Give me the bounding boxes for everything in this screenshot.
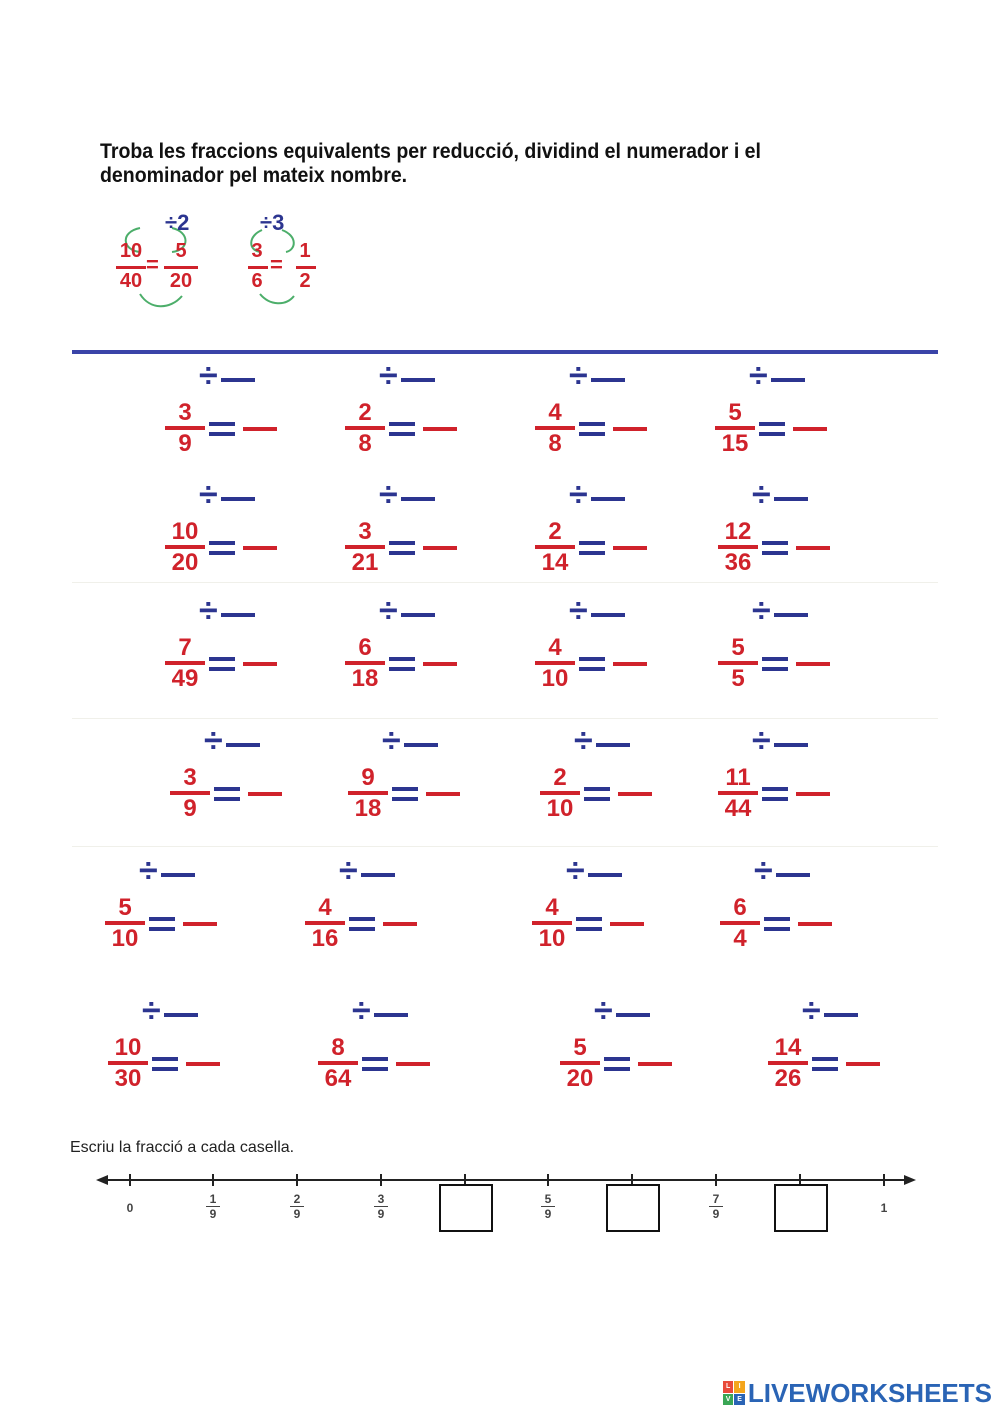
equals-sign [349,917,375,931]
example-den: 40 [119,270,143,292]
denominator: 5 [731,665,745,692]
denominator: 21 [351,549,379,576]
tick-label-fraction: 3 9 [371,1193,391,1220]
numerator: 14 [774,1034,802,1061]
divisor-prompt [139,852,199,890]
fraction [170,766,210,821]
example-num: 5 [175,240,187,262]
equals-sign [389,541,415,555]
divisor-prompt [339,852,399,890]
numerator: 5 [118,894,132,921]
equals-sign [576,917,602,931]
example-den: 2 [299,270,311,292]
divide-icon: ÷ [574,722,593,760]
example-num: 1 [299,240,311,262]
equals-sign [584,787,610,801]
numerator: 4 [318,894,332,921]
divisor-blank[interactable] [221,497,255,501]
divisor-prompt [749,357,809,395]
numerator: 2 [548,518,562,545]
exercise-item [170,722,350,840]
divisor-blank[interactable] [374,1013,408,1017]
numerator: 4 [545,894,559,921]
equals-sign [209,657,235,671]
fraction [165,636,205,691]
answer-blank[interactable] [423,427,457,431]
equals-sign [149,917,175,931]
denominator: 10 [111,925,139,952]
exercise-item [718,476,898,594]
exercise-item [715,357,895,475]
equals-sign [579,422,605,436]
divide-icon: ÷ [382,722,401,760]
divisor-prompt [142,992,202,1030]
fraction [108,1036,148,1091]
fraction [718,636,758,691]
numerator: 10 [114,1034,142,1061]
divisor-blank[interactable] [404,743,438,747]
fraction-bar [248,266,268,269]
equals-sign [764,917,790,931]
answer-blank[interactable] [243,662,277,666]
answer-blank[interactable] [846,1062,880,1066]
answer-blank[interactable] [613,662,647,666]
divide-icon: ÷ [749,357,768,395]
faint-divider [72,846,938,847]
exercise-item [165,476,345,594]
divisor-prompt [574,722,634,760]
fraction [535,636,575,691]
divide-icon: ÷ [204,722,223,760]
numerator: 9 [361,764,375,791]
fraction [345,636,385,691]
divide-icon: ÷ [379,357,398,395]
tick-label-fraction: 1 9 [203,1193,223,1220]
exercise-item [105,852,285,970]
divide-icon: ÷ [802,992,821,1030]
answer-blank[interactable] [426,792,460,796]
divide-icon: ÷ [566,852,585,890]
exercise-item [305,852,485,970]
numerator: 6 [358,634,372,661]
denominator: 64 [324,1065,352,1092]
divisor-prompt [352,992,412,1030]
equals-sign [389,657,415,671]
exercise-item [165,357,345,475]
fraction [345,401,385,456]
exercise-item [535,476,715,594]
tick-label-fraction: 5 9 [538,1193,558,1220]
example-op: ÷3 [260,210,285,235]
example-den: 6 [251,270,263,292]
divide-icon: ÷ [379,592,398,630]
answer-blank[interactable] [423,546,457,550]
logo-badge-icon: L I V E [723,1381,745,1405]
divisor-prompt [752,592,812,630]
divisor-blank[interactable] [596,743,630,747]
divisor-blank[interactable] [771,378,805,382]
exercise-item [540,722,720,840]
answer-blank[interactable] [613,427,647,431]
divisor-blank[interactable] [588,873,622,877]
exercise-item [532,852,712,970]
numerator: 4 [548,634,562,661]
denominator: 36 [724,549,752,576]
exercise-item [718,722,898,840]
divide-icon: ÷ [594,992,613,1030]
answer-box[interactable] [774,1184,828,1232]
divide-icon: ÷ [752,592,771,630]
divisor-prompt [199,476,259,514]
divisor-blank[interactable] [161,873,195,877]
denominator: 9 [183,795,197,822]
equals-sign [762,787,788,801]
divide-icon: ÷ [569,476,588,514]
arrows-icon [110,210,210,320]
number-line-caption: Escriu la fracció a cada casella. [70,1139,295,1156]
denominator: 18 [354,795,382,822]
exercise-item [718,592,898,710]
divisor-blank[interactable] [774,743,808,747]
answer-blank[interactable] [423,662,457,666]
divide-icon: ÷ [752,722,771,760]
tick-label: 1 [880,1201,888,1215]
denominator: 49 [171,665,199,692]
number-line-axis [0,1160,1000,1250]
denominator: 10 [546,795,574,822]
denominator: 15 [721,430,749,457]
equals-sign [762,541,788,555]
answer-blank[interactable] [243,427,277,431]
denominator: 18 [351,665,379,692]
faint-divider [72,718,938,719]
divisor-prompt [594,992,654,1030]
divisor-blank[interactable] [361,873,395,877]
answer-blank[interactable] [383,922,417,926]
exercise-item [768,992,948,1110]
answer-box[interactable] [606,1184,660,1232]
example-num: 10 [119,240,143,262]
answer-blank[interactable] [638,1062,672,1066]
divisor-blank[interactable] [221,613,255,617]
divisor-prompt [802,992,862,1030]
divide-icon: ÷ [339,852,358,890]
exercise-item [720,852,900,970]
fraction [535,401,575,456]
fraction [560,1036,600,1091]
divisor-prompt [379,476,439,514]
fraction-bar [296,266,316,269]
numerator: 3 [358,518,372,545]
fraction [318,1036,358,1091]
answer-blank[interactable] [610,922,644,926]
equals-sign [392,787,418,801]
numerator: 2 [553,764,567,791]
divide-icon: ÷ [352,992,371,1030]
answer-blank[interactable] [798,922,832,926]
equals-sign: = [146,252,159,277]
numerator: 7 [178,634,192,661]
divisor-prompt [754,852,814,890]
divisor-prompt [569,476,629,514]
logo-wordmark: LIVEWORKSHEETS [747,1377,992,1408]
exercise-item [345,476,525,594]
divisor-blank[interactable] [616,1013,650,1017]
divide-icon: ÷ [569,357,588,395]
divisor-blank[interactable] [401,378,435,382]
divisor-prompt [566,852,626,890]
example-1 [110,210,210,320]
divisor-blank[interactable] [591,613,625,617]
numerator: 5 [573,1034,587,1061]
divisor-prompt [569,357,629,395]
exercise-item [345,592,525,710]
divisor-prompt [199,357,259,395]
divide-icon: ÷ [139,852,158,890]
fraction [715,401,755,456]
divisor-prompt [204,722,264,760]
exercise-item [345,357,525,475]
denominator: 9 [178,430,192,457]
divisor-prompt [752,476,812,514]
divisor-blank[interactable] [824,1013,858,1017]
answer-box[interactable] [439,1184,493,1232]
divide-icon: ÷ [199,357,218,395]
denominator: 20 [171,549,199,576]
divisor-prompt [379,357,439,395]
denominator: 30 [114,1065,142,1092]
divisor-blank[interactable] [591,378,625,382]
equals-sign [214,787,240,801]
fraction [165,401,205,456]
divide-icon: ÷ [142,992,161,1030]
denominator: 10 [541,665,569,692]
fraction [718,766,758,821]
fraction [165,520,205,575]
numerator: 2 [358,399,372,426]
answer-blank[interactable] [793,427,827,431]
exercise-item [535,357,715,475]
divisor-prompt [379,592,439,630]
answer-blank[interactable] [796,546,830,550]
tick-label-fraction: 7 9 [706,1193,726,1220]
number-line [0,1160,1000,1250]
divisor-prompt [199,592,259,630]
equals-sign [579,657,605,671]
exercise-item [108,992,288,1110]
answer-blank[interactable] [183,922,217,926]
liveworksheets-logo [723,1378,992,1408]
answer-blank[interactable] [618,792,652,796]
fraction [105,896,145,951]
numerator: 6 [733,894,747,921]
numerator: 3 [183,764,197,791]
fraction [768,1036,808,1091]
denominator: 16 [311,925,339,952]
fraction-bar [164,266,198,269]
divisor-blank[interactable] [776,873,810,877]
example-num: 3 [251,240,263,262]
fraction [535,520,575,575]
denominator: 26 [774,1065,802,1092]
denominator: 8 [548,430,562,457]
example-2 [240,210,330,320]
divide-icon: ÷ [752,476,771,514]
tick-label: 0 [126,1201,134,1215]
answer-blank[interactable] [396,1062,430,1066]
fraction-bar [116,266,146,269]
example-den: 20 [169,270,193,292]
divide-icon: ÷ [379,476,398,514]
divisor-blank[interactable] [774,613,808,617]
divisor-prompt [752,722,812,760]
denominator: 8 [358,430,372,457]
exercise-item [535,592,715,710]
equals-sign [152,1057,178,1071]
answer-blank[interactable] [248,792,282,796]
divide-icon: ÷ [199,476,218,514]
equals-sign: = [270,252,283,277]
divisor-blank[interactable] [164,1013,198,1017]
divider-rule [72,350,938,354]
numerator: 5 [728,399,742,426]
denominator: 4 [733,925,747,952]
exercise-item [318,992,498,1110]
divisor-blank[interactable] [401,613,435,617]
exercise-item [560,992,740,1110]
example-op: ÷2 [165,210,190,235]
instruction-text: Troba les fraccions equivalents per reducció, dividind el numerador i el denominador pel mateix nombre. [100,140,761,187]
numerator: 4 [548,399,562,426]
exercise-item [165,592,345,710]
numerator: 11 [725,764,751,791]
divisor-blank[interactable] [591,497,625,501]
equals-sign [759,422,785,436]
equals-sign [604,1057,630,1071]
numerator: 3 [178,399,192,426]
fraction [532,896,572,951]
tick-label-fraction: 2 9 [287,1193,307,1220]
divisor-blank[interactable] [221,378,255,382]
equals-sign [812,1057,838,1071]
numerator: 5 [731,634,745,661]
fraction [345,520,385,575]
fraction [720,896,760,951]
equals-sign [362,1057,388,1071]
answer-blank[interactable] [796,662,830,666]
answer-blank[interactable] [243,546,277,550]
equals-sign [209,541,235,555]
divisor-prompt [569,592,629,630]
denominator: 10 [538,925,566,952]
divide-icon: ÷ [754,852,773,890]
exercise-item [348,722,528,840]
answer-blank[interactable] [186,1062,220,1066]
divisor-blank[interactable] [226,743,260,747]
fraction [718,520,758,575]
fraction [540,766,580,821]
fraction [348,766,388,821]
arrows-icon [240,210,330,320]
divide-icon: ÷ [569,592,588,630]
divisor-blank[interactable] [401,497,435,501]
answer-blank[interactable] [796,792,830,796]
equals-sign [579,541,605,555]
numerator: 8 [331,1034,345,1061]
equals-sign [389,422,415,436]
equals-sign [209,422,235,436]
equals-sign [762,657,788,671]
answer-blank[interactable] [613,546,647,550]
denominator: 44 [724,795,752,822]
denominator: 20 [566,1065,594,1092]
divisor-prompt [382,722,442,760]
divide-icon: ÷ [199,592,218,630]
fraction [305,896,345,951]
numerator: 12 [724,518,752,545]
divisor-blank[interactable] [774,497,808,501]
denominator: 14 [541,549,569,576]
numerator: 10 [171,518,199,545]
